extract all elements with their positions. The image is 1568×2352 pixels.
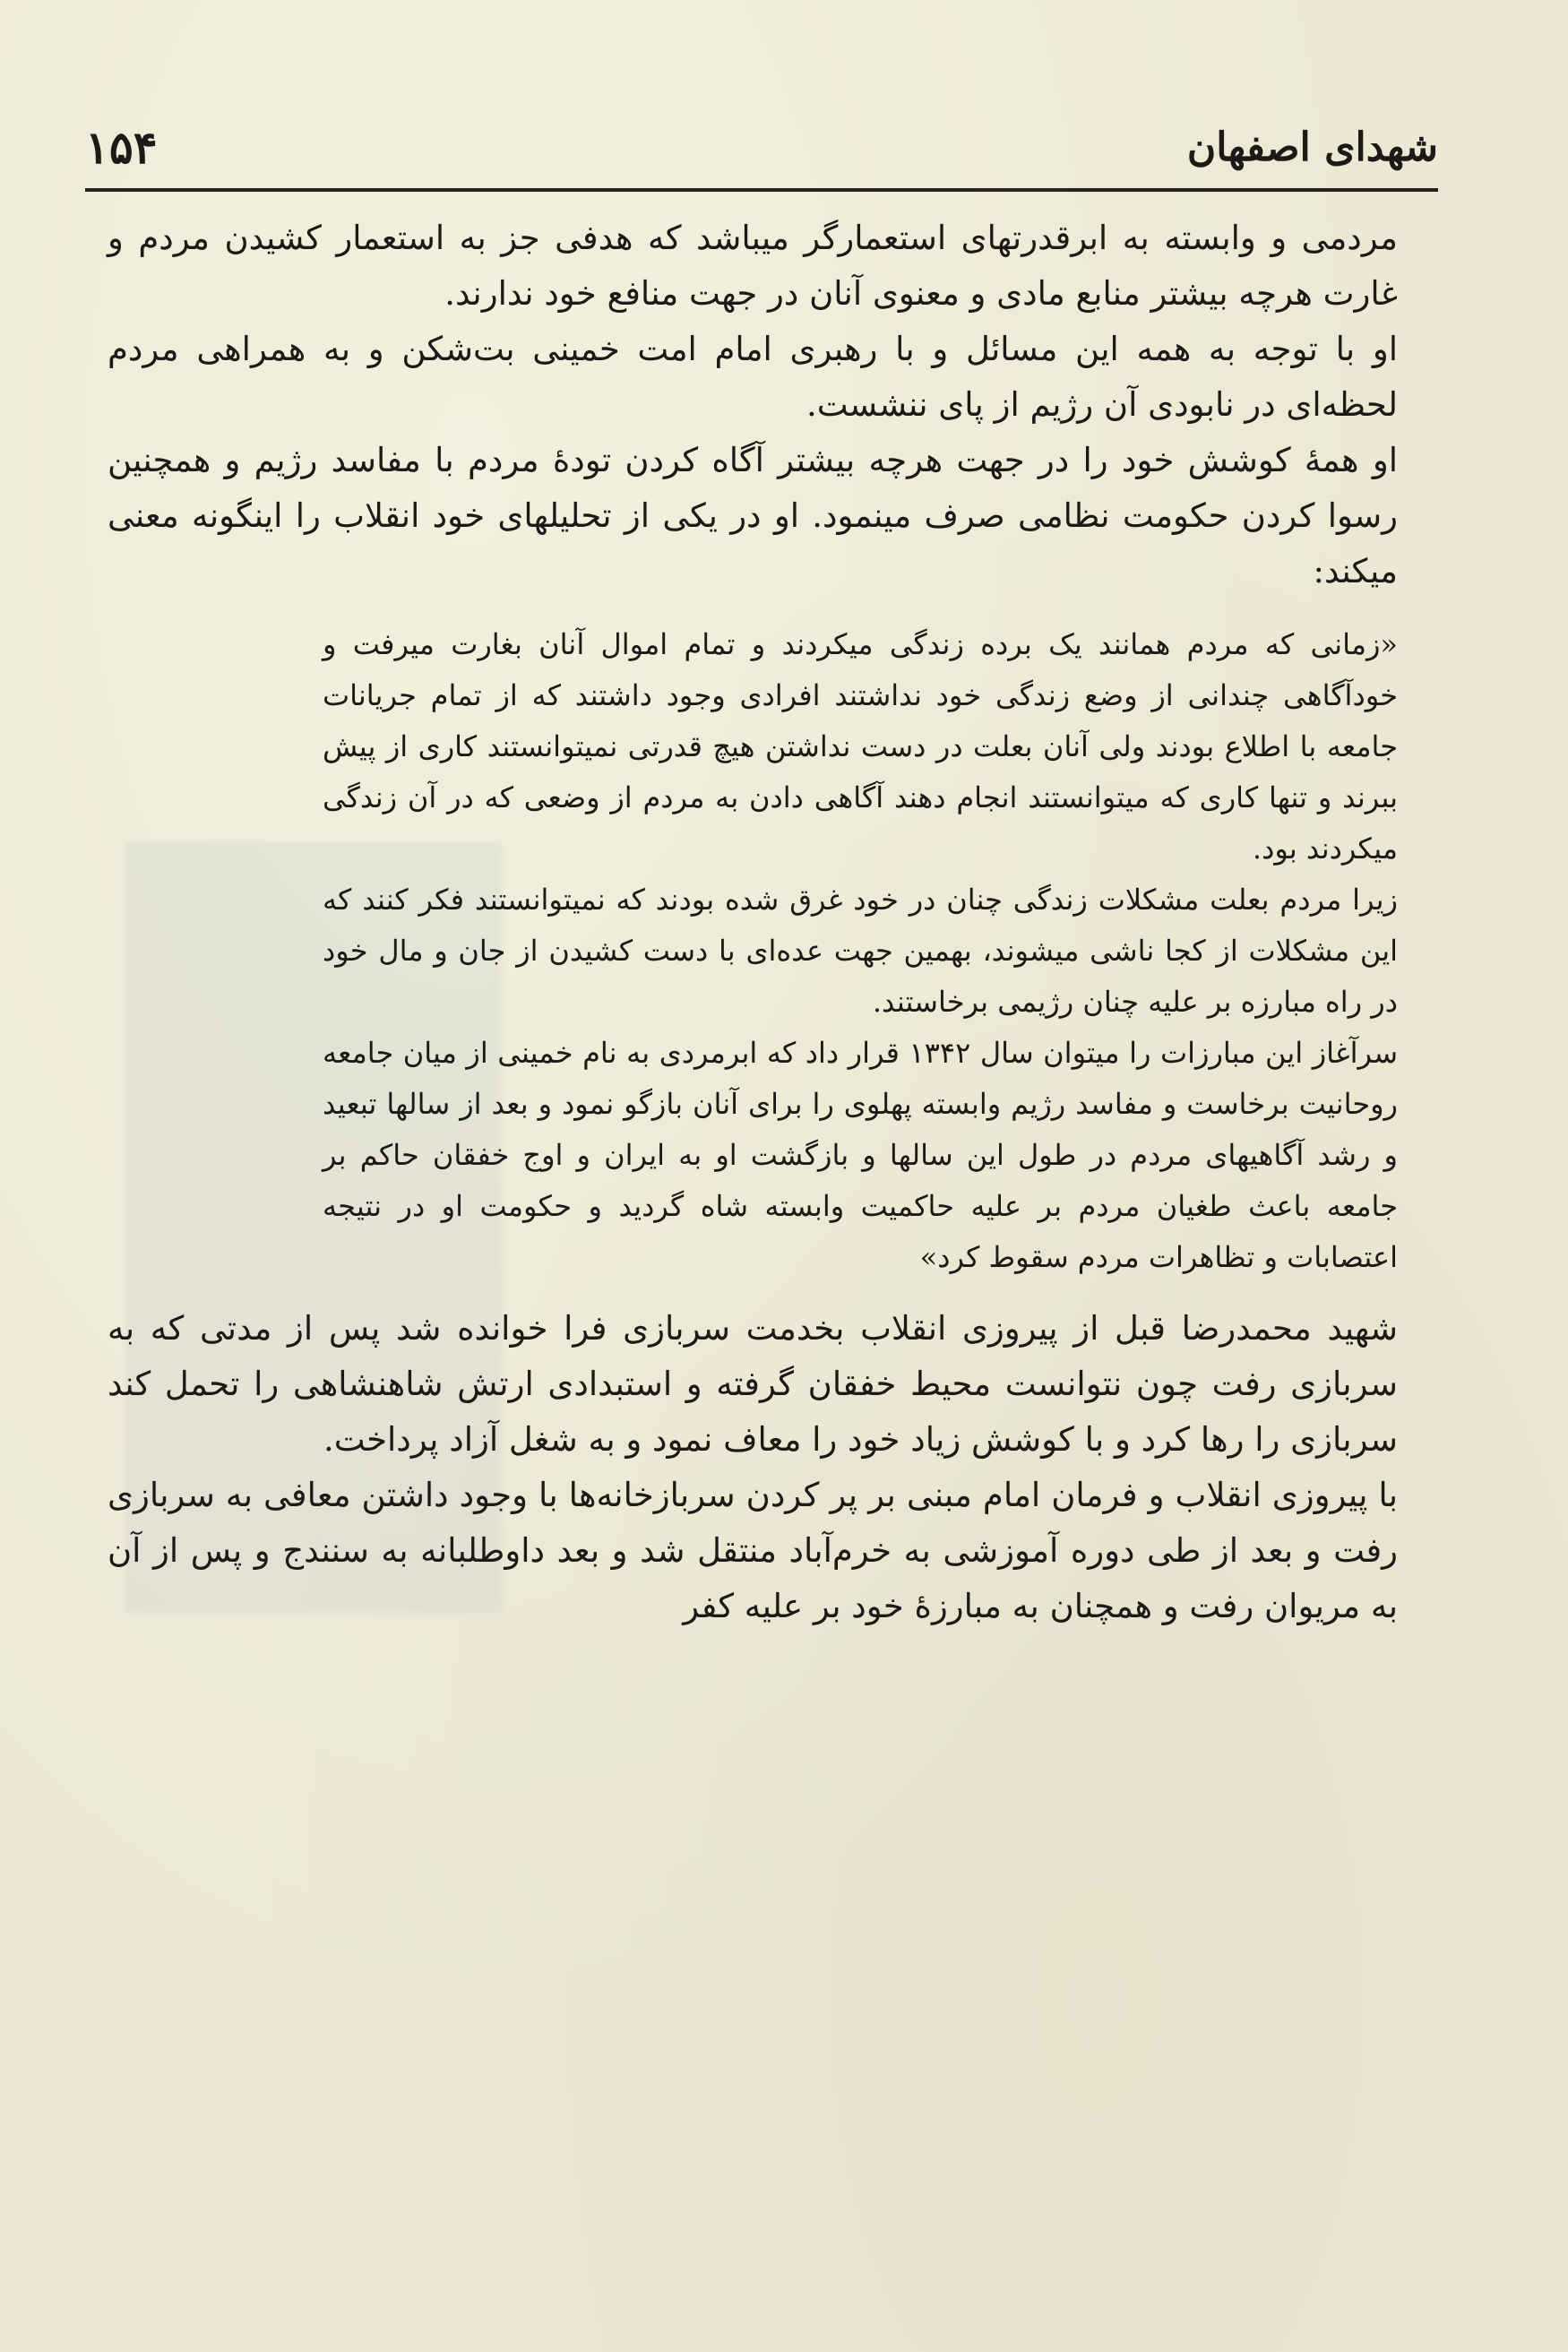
header-rule (85, 188, 1438, 192)
paragraph-1: مردمی و وابسته به ابرقدرتهای استعمارگر میباشد که هدفی جز به استعمار کشیدن مردم و غارت هرچه بیشتر منابع مادی و معنوی آنان در جهت منافع خود ندارند. (108, 219, 1398, 313)
paragraph-2: او با توجه به همه این مسائل و با رهبری امام امت خمینی بت‌شکن و به همراهی مردم لحظه‌ای در نابودی آن رژیم از پای ننشست. (108, 330, 1398, 424)
block-quote (323, 619, 1398, 1283)
page-header (85, 112, 1438, 184)
quote-paragraph-1: «زمانی که مردم همانند یک برده زندگی میکردند و تمام اموال آنان بغارت میرفت و خودآگاهی چندانی از وضع زندگی خود نداشتند افرادی وجود داشتند که از تمام جریانات جامعه با اطلاع بودند ولی آنان بعلت در دست نداشتن هیچ قدرتی نمیتوانستند کاری از پیش ببرند و تنها کاری که میتوانستند انجام دهند آگاهی دادن به مردم از وضعی که در آن زندگی میکردند بود. (323, 627, 1399, 866)
paragraph-4: شهید محمدرضا قبل از پیروزی انقلاب بخدمت سربازی فرا خوانده شد پس از مدتی که به سربازی رفت چون نتوانست محیط خفقان گرفته و استبدادی ارتش شاهنشاهی را تحمل کند سربازی را رها کرد و با کوشش زیاد خود را معاف نمود و به شغل آزاد پرداخت. (108, 1309, 1398, 1459)
quote-paragraph-2: زیرا مردم بعلت مشکلات زندگی چنان در خود غرق شده بودند که نمیتوانستند فکر کنند که این مشکلات از کجا ناشی میشوند، بهمین جهت عده‌ای با دست کشیدن از جان و مال خود در راه مبارزه بر علیه چنان رژیمی برخاستند. (323, 883, 1399, 1019)
paragraph-3: او همهٔ کوشش خود را در جهت هرچه بیشتر آگاه کردن تودهٔ مردم با مفاسد رژیم و همچنین رسوا کردن حکومت نظامی صرف مینمود. او در یکی از تحلیلهای خود انقلاب را اینگونه معنی میکند: (108, 441, 1398, 590)
page-number: ۱۵۴ (85, 121, 158, 174)
paragraph-5: با پیروزی انقلاب و فرمان امام مبنی بر پر کردن سربازخانه‌ها با وجود داشتن معافی به سربازی رفت و بعد از طی دوره آموزشی به خرم‌آباد منتقل شد و بعد داوطلبانه به سنندج و پس از آن به مریوان رفت و همچنان به مبارزهٔ خود بر علیه کفر (108, 1476, 1398, 1625)
running-head: شهدای اصفهان (1186, 125, 1438, 170)
quote-paragraph-3: سرآغاز این مبارزات را میتوان سال ۱۳۴۲ قرار داد که ابرمردی به نام خمینی از میان جامعه روحانیت برخاست و مفاسد رژیم وابسته پهلوی را برای آنان بازگو نمود و بعد از سالها تبعید و رشد آگاهیهای مردم در طول این سالها و بازگشت او به ایران و اوج خفقان حاکم بر جامعه باعث طغیان مردم بر علیه حاکمیت وابسته شاه گردید و حکومت او در نتیجه اعتصابات و تظاهرات مردم سقوط کرد» (323, 1036, 1399, 1274)
page-body (108, 211, 1398, 1634)
